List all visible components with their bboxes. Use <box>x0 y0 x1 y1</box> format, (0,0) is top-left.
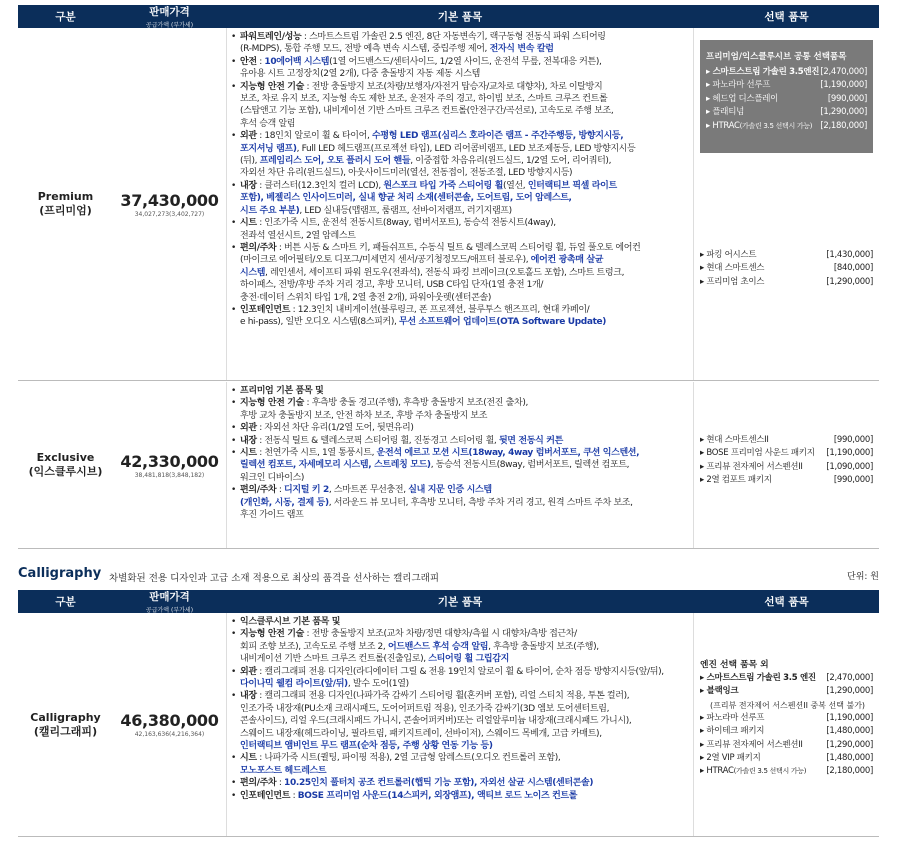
header-basic: 기본 품목 <box>437 11 483 23</box>
table-header <box>18 5 879 28</box>
basic-item: • 인포테인먼트 : 12.3인치 내비게이션(블루링크, 폰 프로젝션, 블루투스 핸즈프리, 현대 카페이/ e hi-pass), 일반 오디오 시스템(8스피커), 무선 소프트웨어 업데이트(OTA Software Update) <box>231 304 607 328</box>
header-price: 판매가격 공급가액 (부가세) <box>145 591 194 614</box>
options-title: 엔진 선택 품목 외 <box>700 660 769 670</box>
option-item: ▸ HTRAC(가솔린 3.5 선택시 가능) [2,180,000] <box>700 765 873 778</box>
option-item: ▸ 하이테크 패키지 [1,480,000] <box>700 725 873 738</box>
option-item: ▸ 플래티넘 [1,290,000] <box>706 106 867 119</box>
basic-item: • 안전 : 10에어백 시스템(1열 어드밴스드/센터사이드, 1/2열 사이드, 운전석 무릎, 전복대응 커튼), 유아용 시트 고정장치(2열 2개), 다중 충돌방지 자동 제동 시스템 <box>231 56 602 80</box>
section-calligraphy <box>18 566 879 584</box>
trim-price: 42,330,000 38,481,818(3,848,182) <box>120 451 219 479</box>
basic-item: • 지능형 안전 기술 : 후측방 충돌 경고(주행), 후측방 충돌방지 보조(전진 출차), 후방 교차 충돌방지 보조, 안전 하차 보조, 후방 주차 충돌방지 보조 <box>231 398 528 421</box>
basic-item: • 외관 : 18인치 알로이 휠 & 타이어, 수평형 LED 램프(심리스 호라이즌 램프 - 주간주행등, 방향지시등, 포지셔닝 램프), Full LED 헤드램프(프로젝션 타입), LED 리어콤비램프, LED 보조제동등, LED 방향지시등 (뒤), 프레임리스 도어, 오토 플러시 도어 핸들, 이중접합 차음유리(윈드실드, 1/2열 도어, 리어쿼터), 자외선 차단 유리(윈드실드), 아웃사이드미러(열선, 전동접이, 전동조절, LED 방향지시등) <box>231 131 636 179</box>
section-title: Calligraphy <box>18 566 102 581</box>
basic-item: • 시트 : 나파가죽 시트(퀼팅, 파이핑 적용), 2열 고급형 암레스트(오디오 컨트롤러 포함), 모노포스트 헤드레스트 <box>231 753 561 776</box>
option-item: ▸ 현대 스마트센스 [840,000] <box>700 262 873 275</box>
common-options-box: 프리미엄/익스클루시브 공통 선택품목 ▸ 스마트스트림 가솔린 3.5엔진 [2,470,000] ▸ 파노라마 선루프 [1,190,000] ▸ 헤드업 디스플레이 [990,000] ▸ 플래티넘 [1,290,000] ▸ HTRAC(가솔린 3.5 선택시 가능) [2,180,000] <box>700 40 873 153</box>
basic-items <box>226 28 694 380</box>
basic-item: • 외관 : 캘리그래피 전용 디자인(라디에이터 그릴 & 전용 19인치 알로이 휠 & 타이어, 순차 점등 방향지시등(앞/뒤), 다이나믹 웰컴 라이트(앞/뒤), 발수 도어(1열) <box>231 666 664 690</box>
option-items <box>694 28 879 380</box>
header-type: 구분 <box>55 11 76 23</box>
basic-item: • 파워트레인/성능 : 스마트스트림 가솔린 2.5 엔진, 8단 자동변속기, 랙구동형 전동식 파워 스티어링 (R-MDPS), 통합 주행 모드, 전방 예측 변속 시스템, 중립주행 제어, 전자식 변속 칼럼 <box>231 32 606 55</box>
option-item: ▸ 파킹 어시스트 [1,430,000] <box>700 249 873 262</box>
basic-item: • 시트 : 인조가죽 시트, 운전석 전동시트(8way, 럼버서포트), 동승석 전동시트(4way), 전좌석 열선시트, 2열 암레스트 <box>231 218 556 241</box>
table-header <box>18 590 879 613</box>
basic-item: • 편의/주차 : 10.25인치 풀터치 공조 컨트롤러(햅틱 기능 포함), 자외선 살균 시스템(센터콘솔) <box>231 778 594 789</box>
basic-item: • 외관 : 자외선 차단 유리(1/2열 도어, 뒷면유리) <box>231 423 414 434</box>
option-item: ▸ 파노라마 선루프 [1,190,000] <box>700 712 873 725</box>
basic-item: • 내장 : 클러스터(12.3인치 컬러 LCD), 원스포크 타입 가죽 스티어링 휠(열선, 인터랙티브 픽셀 라이트 포함), 베젤리스 인사이드미러, 실내 향균 처리 소재(센터콘솔, 도어트림, 도어 암레스트, 시트 주요 부분), LED 실내등(맵램프, 룸램프, 선바이저램프, 러기지램프) <box>231 180 617 216</box>
option-items <box>694 382 879 548</box>
option-item: ▸ 프리뷰 전자제어 서스펜션II [1,290,000] <box>700 739 873 752</box>
option-item: ▸ 스마트스트림 가솔린 3.5 엔진 [2,470,000] <box>700 672 873 685</box>
option-item: ▸ 헤드업 디스플레이 [990,000] <box>706 93 867 106</box>
trim-name: Exclusive (익스클루시브) <box>28 451 103 478</box>
trim-price: 46,380,000 42,163,636(4,216,364) <box>120 711 219 738</box>
basic-item: • 익스클루시브 기본 품목 및 <box>231 617 341 627</box>
trim-row-exclusive <box>18 382 879 549</box>
basic-items <box>226 613 694 836</box>
header-type: 구분 <box>55 596 76 608</box>
basic-item: • 지능형 안전 기술 : 전방 충돌방지 보조(교차 차량/정면 대향차/측월 시 대향차/측방 접근차/ 회피 조향 보조), 고속도로 주행 보조 2, 어드밴스드 후석 승객 알림, 후측방 충돌방지 보조(주행), 내비게이션 기반 스마트 크루즈 컨트롤(진출입로), 스티어링 휠 그립감지 <box>231 629 599 665</box>
option-item: ▸ 현대 스마트센스II [990,000] <box>700 434 873 447</box>
trim-row-calligraphy <box>18 613 879 837</box>
basic-item: • 내장 : 캘리그래피 전용 디자인(나파가죽 감싸기 스티어링 휠(혼커버 포함), 리얼 스티치 적용, 투톤 컬러), 인조가죽 내장재(PU소재 크래시패드, 도어어퍼트림 적용), 인조가죽 감싸기(3D 엠보 도어센터트림, 콘솔사이드), 리얼 우드(크래시패드 가니시, 콘솔어퍼커버)또는 리얼알루미늄 내장재(크래시패드 가니시), 스웨이드 내장재(헤드라이닝, 필라트림, 패키지트레이, 선바이저), 스웨이드 목베개, 고급 카매트), 인터랙티브 앰비언트 무드 램프(순차 점등, 주행 상황 연동 기능 등) <box>231 691 632 752</box>
basic-item: • 지능형 안전 기술 : 전방 충돌방지 보조(차량/보행자/자전거 탑승자/교차로 대향차), 차로 이탈방지 보조, 차로 유지 보조, 지능형 속도 제한 보조, 운전자 주의 경고, 하이빔 보조, 스마트 크루즈 컨트롤 (스탑앤고 기능 포함), 내비게이션 기반 스마트 크루즈 컨트롤(안전구간/곡선로), 고속도로 주행 보조, 후석 승객 알림 <box>231 81 614 129</box>
section-desc: 차별화된 전용 디자인과 고급 소재 적용으로 최상의 품격을 선사하는 캘리그래피 <box>109 573 440 584</box>
trim-name: Calligraphy (캘리그래피) <box>30 710 101 738</box>
option-item: ▸ 블랙잉크 [1,290,000] <box>700 685 873 698</box>
basic-item: • 편의/주차 : 버튼 시동 & 스마트 키, 패들쉬프트, 수동식 틸트 & 텔레스코픽 스티어링 휠, 듀얼 풀오토 에어컨 (마이크로 에어필터/오토 디포그/미세먼지 센서/공기청정모드/애프터 블로우), 에어컨 광촉매 살균 시스템, 레인센서, 세이프티 파워 윈도우(전좌석), 전동식 파킹 브레이크(오토홀드 포함), 스마트 트렁크, 하이패스, 전방/후방 주차 거리 경고, 후방 모니터, USB C타입 단자(1열 충전 1개/ 충전·데이터 스위치 타입 1개, 2열 충전 2개), 파워아웃렛(센터콘솔) <box>231 242 641 303</box>
option-item: ▸ HTRAC(가솔린 3.5 선택시 가능) [2,180,000] <box>706 120 867 133</box>
basic-item: • 프리미엄 기본 품목 및 <box>231 386 324 396</box>
header-options: 선택 품목 <box>764 596 809 608</box>
trim-name: Premium (프리미엄) <box>37 190 94 217</box>
basic-item: • 시트 : 천연가죽 시트, 1열 통풍시트, 운전석 에르고 모션 시트(18way, 4way 럼버서포트, 쿠션 익스텐션, 릴렉션 컴포트, 자세메모리 시스템, 스트레칭 모드), 동승석 전동시트(8way, 럼버서포트, 릴렉션 컴포트, 워크인 디바이스) <box>231 448 640 483</box>
unit-label: 단위: 원 <box>847 572 879 582</box>
basic-item: • 인포테인먼트 : BOSE 프리미엄 사운드(14스피커, 외장앰프), 액티브 로드 노이즈 컨트롤 <box>231 790 578 801</box>
header-options: 선택 품목 <box>764 11 809 23</box>
header-price: 판매가격 공급가액 (부가세) <box>145 6 194 29</box>
option-item: ▸ BOSE 프리미엄 사운드 패키지 [1,190,000] <box>700 447 873 460</box>
option-item: ▸ 프리미엄 초이스 [1,290,000] <box>700 276 873 289</box>
option-item: ▸ 스마트스트림 가솔린 3.5엔진 [2,470,000] <box>706 66 867 79</box>
basic-item: • 편의/주차 : 디지털 키 2, 스마트폰 무선충전, 실내 지문 인증 시스템 (개인화, 시동, 결제 등), 서라운드 뷰 모니터, 후측방 모니터, 측방 주차 거리 경고, 원격 스마트 주차 보조, 후진 가이드 램프 <box>231 485 633 521</box>
trim-price: 37,430,000 34,027,273(3,402,727) <box>120 190 219 218</box>
option-note: (프리뷰 전자제어 서스펜션II 중복 선택 불가) <box>710 700 866 710</box>
option-item: ▸ 2열 VIP 패키지 [1,480,000] <box>700 752 873 765</box>
basic-item: • 내장 : 전동식 틸트 & 텔레스코픽 스티어링 휠, 진동경고 스티어링 휠, 뒷면 전동식 커튼 <box>231 435 563 446</box>
option-items <box>694 613 879 836</box>
trim-row-premium <box>18 28 879 381</box>
option-item: ▸ 프리뷰 전자제어 서스펜션II [1,090,000] <box>700 461 873 474</box>
option-item: ▸ 2열 컴포트 패키지 [990,000] <box>700 474 873 487</box>
basic-items <box>226 382 694 548</box>
header-basic: 기본 품목 <box>437 596 483 608</box>
option-item: ▸ 파노라마 선루프 [1,190,000] <box>706 79 867 92</box>
